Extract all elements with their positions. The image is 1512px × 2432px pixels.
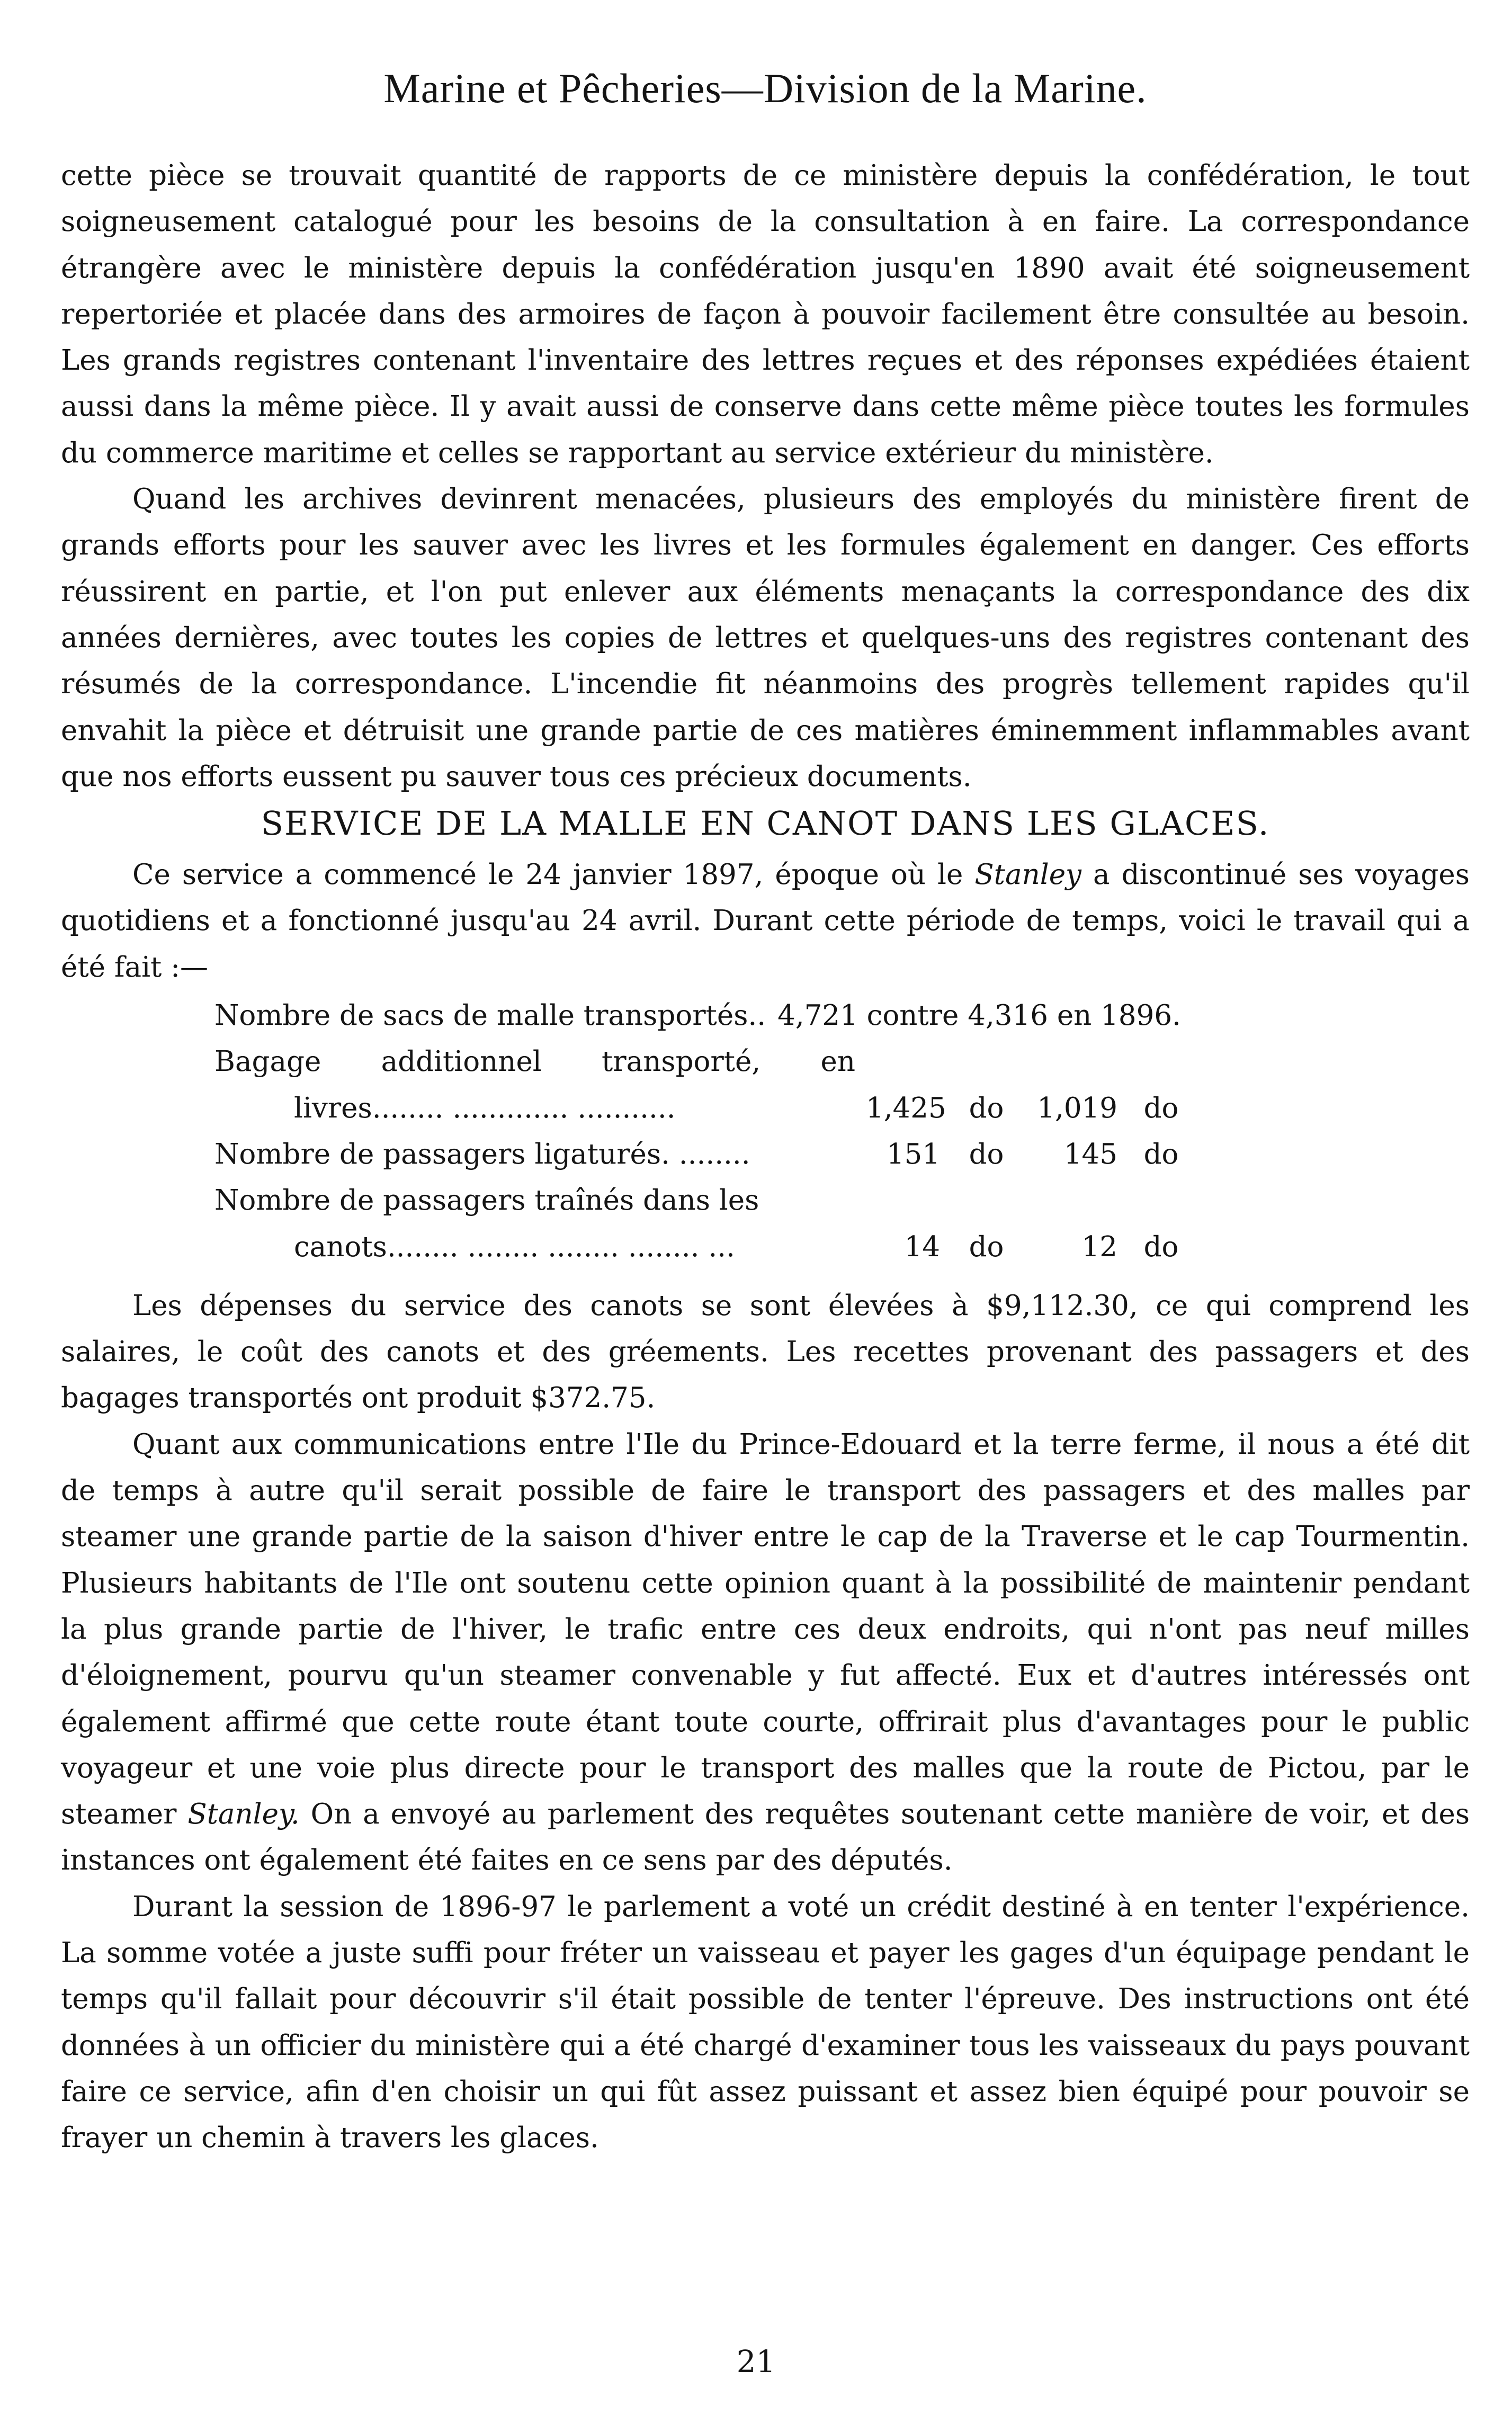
- stats-row-tied-passengers: [214, 1131, 1470, 1177]
- stats-row-hauled-passengers-line1: [214, 1177, 1470, 1223]
- page-body: [61, 65, 1470, 2161]
- stats-label-word: transporté,: [602, 1045, 761, 1078]
- intro-ship-name: Stanley: [974, 859, 1082, 891]
- stats-label: Nombre de sacs de malle transportés..: [214, 999, 766, 1032]
- stats-label-word: Bagage: [214, 1045, 321, 1078]
- stats-label: Nombre de passagers traînés dans les: [214, 1184, 759, 1217]
- stats-row-baggage-line1: [214, 1039, 1470, 1085]
- stats-label-word: additionnel: [381, 1045, 542, 1078]
- section-heading: SERVICE DE LA MALLE EN CANOT DANS LES GLACES.: [261, 804, 1270, 843]
- communications-text-b: On a envoyé au parlement des requêtes soutenant cette manière de voir, et des instances ont également été faites en ce sens par des députés.: [61, 1798, 1470, 1877]
- stats-ditto: do: [969, 1138, 1004, 1170]
- stats-row-mail-bags: [214, 993, 1470, 1039]
- page-number: 21: [736, 2344, 776, 2380]
- stats-ditto: do: [1143, 1230, 1179, 1263]
- paragraph-expenses: Les dépenses du service des canots se sont élevées à $9,112.30, ce qui comprend les salaires, le coût des canots et des gréements. Les recettes provenant des passagers et des bagages transportés ont produit $372.75.: [61, 1289, 1470, 1415]
- stats-ditto: do: [1143, 1138, 1179, 1170]
- stats-ditto: do: [969, 1230, 1004, 1263]
- stats-row-baggage: [214, 1085, 1470, 1131]
- paragraph-archives-contents: cette pièce se trouvait quantité de rapports de ce ministère depuis la confédération, le tout soigneusement catalogué pour les besoins de la consultation à en faire. La correspondance étrangère avec le ministère depuis la confédération jusqu'en 1890 avait été soigneusement repertoriée et placée dans des armoires de façon à pouvoir facilement être consultée au besoin. Les grands registres contenant l'inventaire des lettres reçues et des réponses expédiées étaient aussi dans la même pièce. Il y avait aussi de conserve dans cette même pièce toutes les formules du commerce maritime et celles se rapportant au service extérieur du ministère.: [61, 159, 1470, 469]
- running-title: Marine et Pêcheries—Division de la Marine.: [383, 65, 1147, 111]
- stats-ditto: do: [969, 1092, 1004, 1124]
- stats-label-word: en: [820, 1045, 855, 1078]
- stats-label: canots........ ........ ........ ........ ...: [294, 1230, 735, 1263]
- intro-text-a: Ce service a commencé le 24 janvier 1897, époque où le: [132, 859, 975, 891]
- intro-text-b: a discontinué ses voyages quotidiens et a fonctionné jusqu'au 24 avril. Durant cette période de temps, voici le travail qui a été fait :—: [61, 859, 1470, 983]
- stats-value-1896: 1,019: [1037, 1092, 1117, 1124]
- stats-values: 4,721 contre 4,316 en 1896.: [777, 999, 1181, 1032]
- stats-value-1897: 1,425: [866, 1092, 946, 1124]
- stats-ditto: do: [1143, 1092, 1179, 1124]
- stats-row-hauled-passengers: [214, 1224, 1470, 1270]
- stats-label: [214, 1039, 855, 1085]
- stats-label: Nombre de passagers ligaturés. ........: [214, 1138, 750, 1170]
- paragraph-service-intro: [61, 852, 1470, 990]
- stats-value-1897: 14: [904, 1230, 940, 1263]
- communications-ship-name: Stanley.: [187, 1798, 300, 1831]
- paragraph-communications: [61, 1421, 1470, 1884]
- paragraph-session: Durant la session de 1896-97 le parlement a voté un crédit destiné à en tenter l'expérience. La somme votée a juste suffi pour fréter un vaisseau et payer les gages d'un équipage pendant le temps qu'il fallait pour découvrir s'il était possible de tenter l'épreuve. Des instructions ont été données à un officier du ministère qui a été chargé d'examiner tous les vaisseaux du pays pouvant faire ce service, afin d'en choisir un qui fût assez puissant et assez bien équipé pour pouvoir se frayer un chemin à travers les glaces.: [61, 1890, 1470, 2154]
- communications-text-a: Quant aux communications entre l'Ile du Prince-Edouard et la terre ferme, il nous a été dit de temps à autre qu'il serait possible de faire le transport des passagers et des malles par steamer une grande partie de la saison d'hiver entre le cap de la Traverse et le cap Tourmentin. Plusieurs habitants de l'Ile ont soutenu cette opinion quant à la possibilité de maintenir pendant la plus grande partie de l'hiver, le trafic entre ces deux endroits, qui n'ont pas neuf milles d'éloignement, pourvu qu'un steamer convenable y fut affecté. Eux et d'autres intéressés ont également affirmé que cette route étant toute courte, offrirait plus d'avantages pour le public voyageur et une voie plus directe pour le transport des malles que la route de Pictou, par le steamer: [61, 1428, 1470, 1831]
- stats-value-1896: 145: [1063, 1138, 1117, 1170]
- stats-label: livres........ ............. ...........: [294, 1092, 676, 1124]
- paragraph-archives-fire: Quand les archives devinrent menacées, plusieurs des employés du ministère firent de grands efforts pour les sauver avec les livres et les formules également en danger. Ces efforts réussirent en partie, et l'on put enlever aux éléments menaçants la correspondance des dix années dernières, avec toutes les copies de lettres et quelques-uns des registres contenant des résumés de la correspondance. L'incendie fit néanmoins des progrès tellement rapides qu'il envahit la pièce et détruisit une grande partie de ces matières éminemment inflammables avant que nos efforts eussent pu sauver tous ces précieux documents.: [61, 483, 1470, 793]
- stats-value-1897: 151: [886, 1138, 940, 1170]
- stats-value-1896: 12: [1081, 1230, 1117, 1263]
- statistics-table: [61, 993, 1470, 1270]
